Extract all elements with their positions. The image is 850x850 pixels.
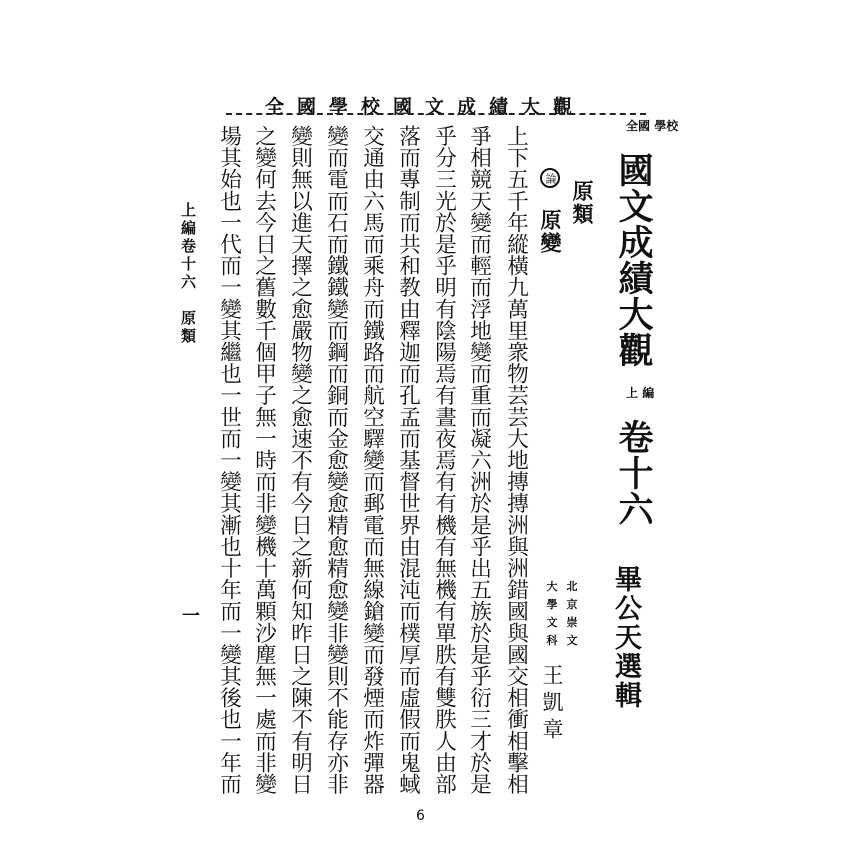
- author-name: 王凱章: [540, 664, 564, 745]
- essay-title-column: [540, 168, 561, 255]
- book-title-column: [613, 119, 679, 527]
- edition-mark: 上 編: [626, 386, 655, 400]
- body-column-1: 上下五千年縱橫九萬里衆物芸芸大地摶摶洲與洲錯國與國交相衝相擊相: [503, 125, 529, 795]
- body-column-6: 變而電而石而鐵鐵變而鋼而銅而金愈變愈精愈精愈變非變則不能存亦非: [323, 125, 349, 795]
- body-column-3: 乎分三光於是乎明有陰陽焉有晝夜焉有有機有無機有單胅有雙胅人由部: [431, 125, 457, 795]
- editor-credit: 畢公天選輯: [610, 565, 641, 710]
- title-prefix: 全國 學校: [626, 119, 679, 133]
- section-heading: 原類: [570, 180, 595, 226]
- margin-label: 上編卷十六 原類: [179, 202, 197, 346]
- essay-marker: 論: [540, 168, 560, 188]
- volume-number: 卷十六: [613, 419, 654, 527]
- folio-number: 一: [179, 606, 200, 627]
- running-header: 全國學校國文成績大觀: [265, 96, 586, 118]
- body-column-2: 爭相競天變而輕而浮地變而重而凝六洲於是乎出五族於是乎衍三才於是: [466, 125, 492, 795]
- header-rule: [226, 113, 646, 115]
- essay-title: 原變: [538, 209, 563, 255]
- body-column-4: 落而專制而共和教由釋迦而孔孟而基督世界由混沌而樸厚而虛假而鬼蜮: [395, 125, 421, 795]
- body-column-7: 變則無以進天擇之愈嚴物變之愈速不有今日之新何知昨日之陳不有明日: [287, 125, 313, 795]
- body-column-9: 場其始也一代而一變其繼也一世而一變其漸也十年而一變其後也一年而: [216, 125, 242, 795]
- page-number: 6: [416, 808, 425, 824]
- body-column-5: 交通由六馬而乘舟而鐵路而航空驛變而郵電而無線鎗變而發煙而炸彈器: [359, 125, 385, 795]
- book-title: 國文成績大觀: [613, 152, 654, 368]
- body-column-8: 之變何去今日之舊數千個甲子無一時而非變機十萬顆沙塵無一處而非變: [251, 125, 277, 795]
